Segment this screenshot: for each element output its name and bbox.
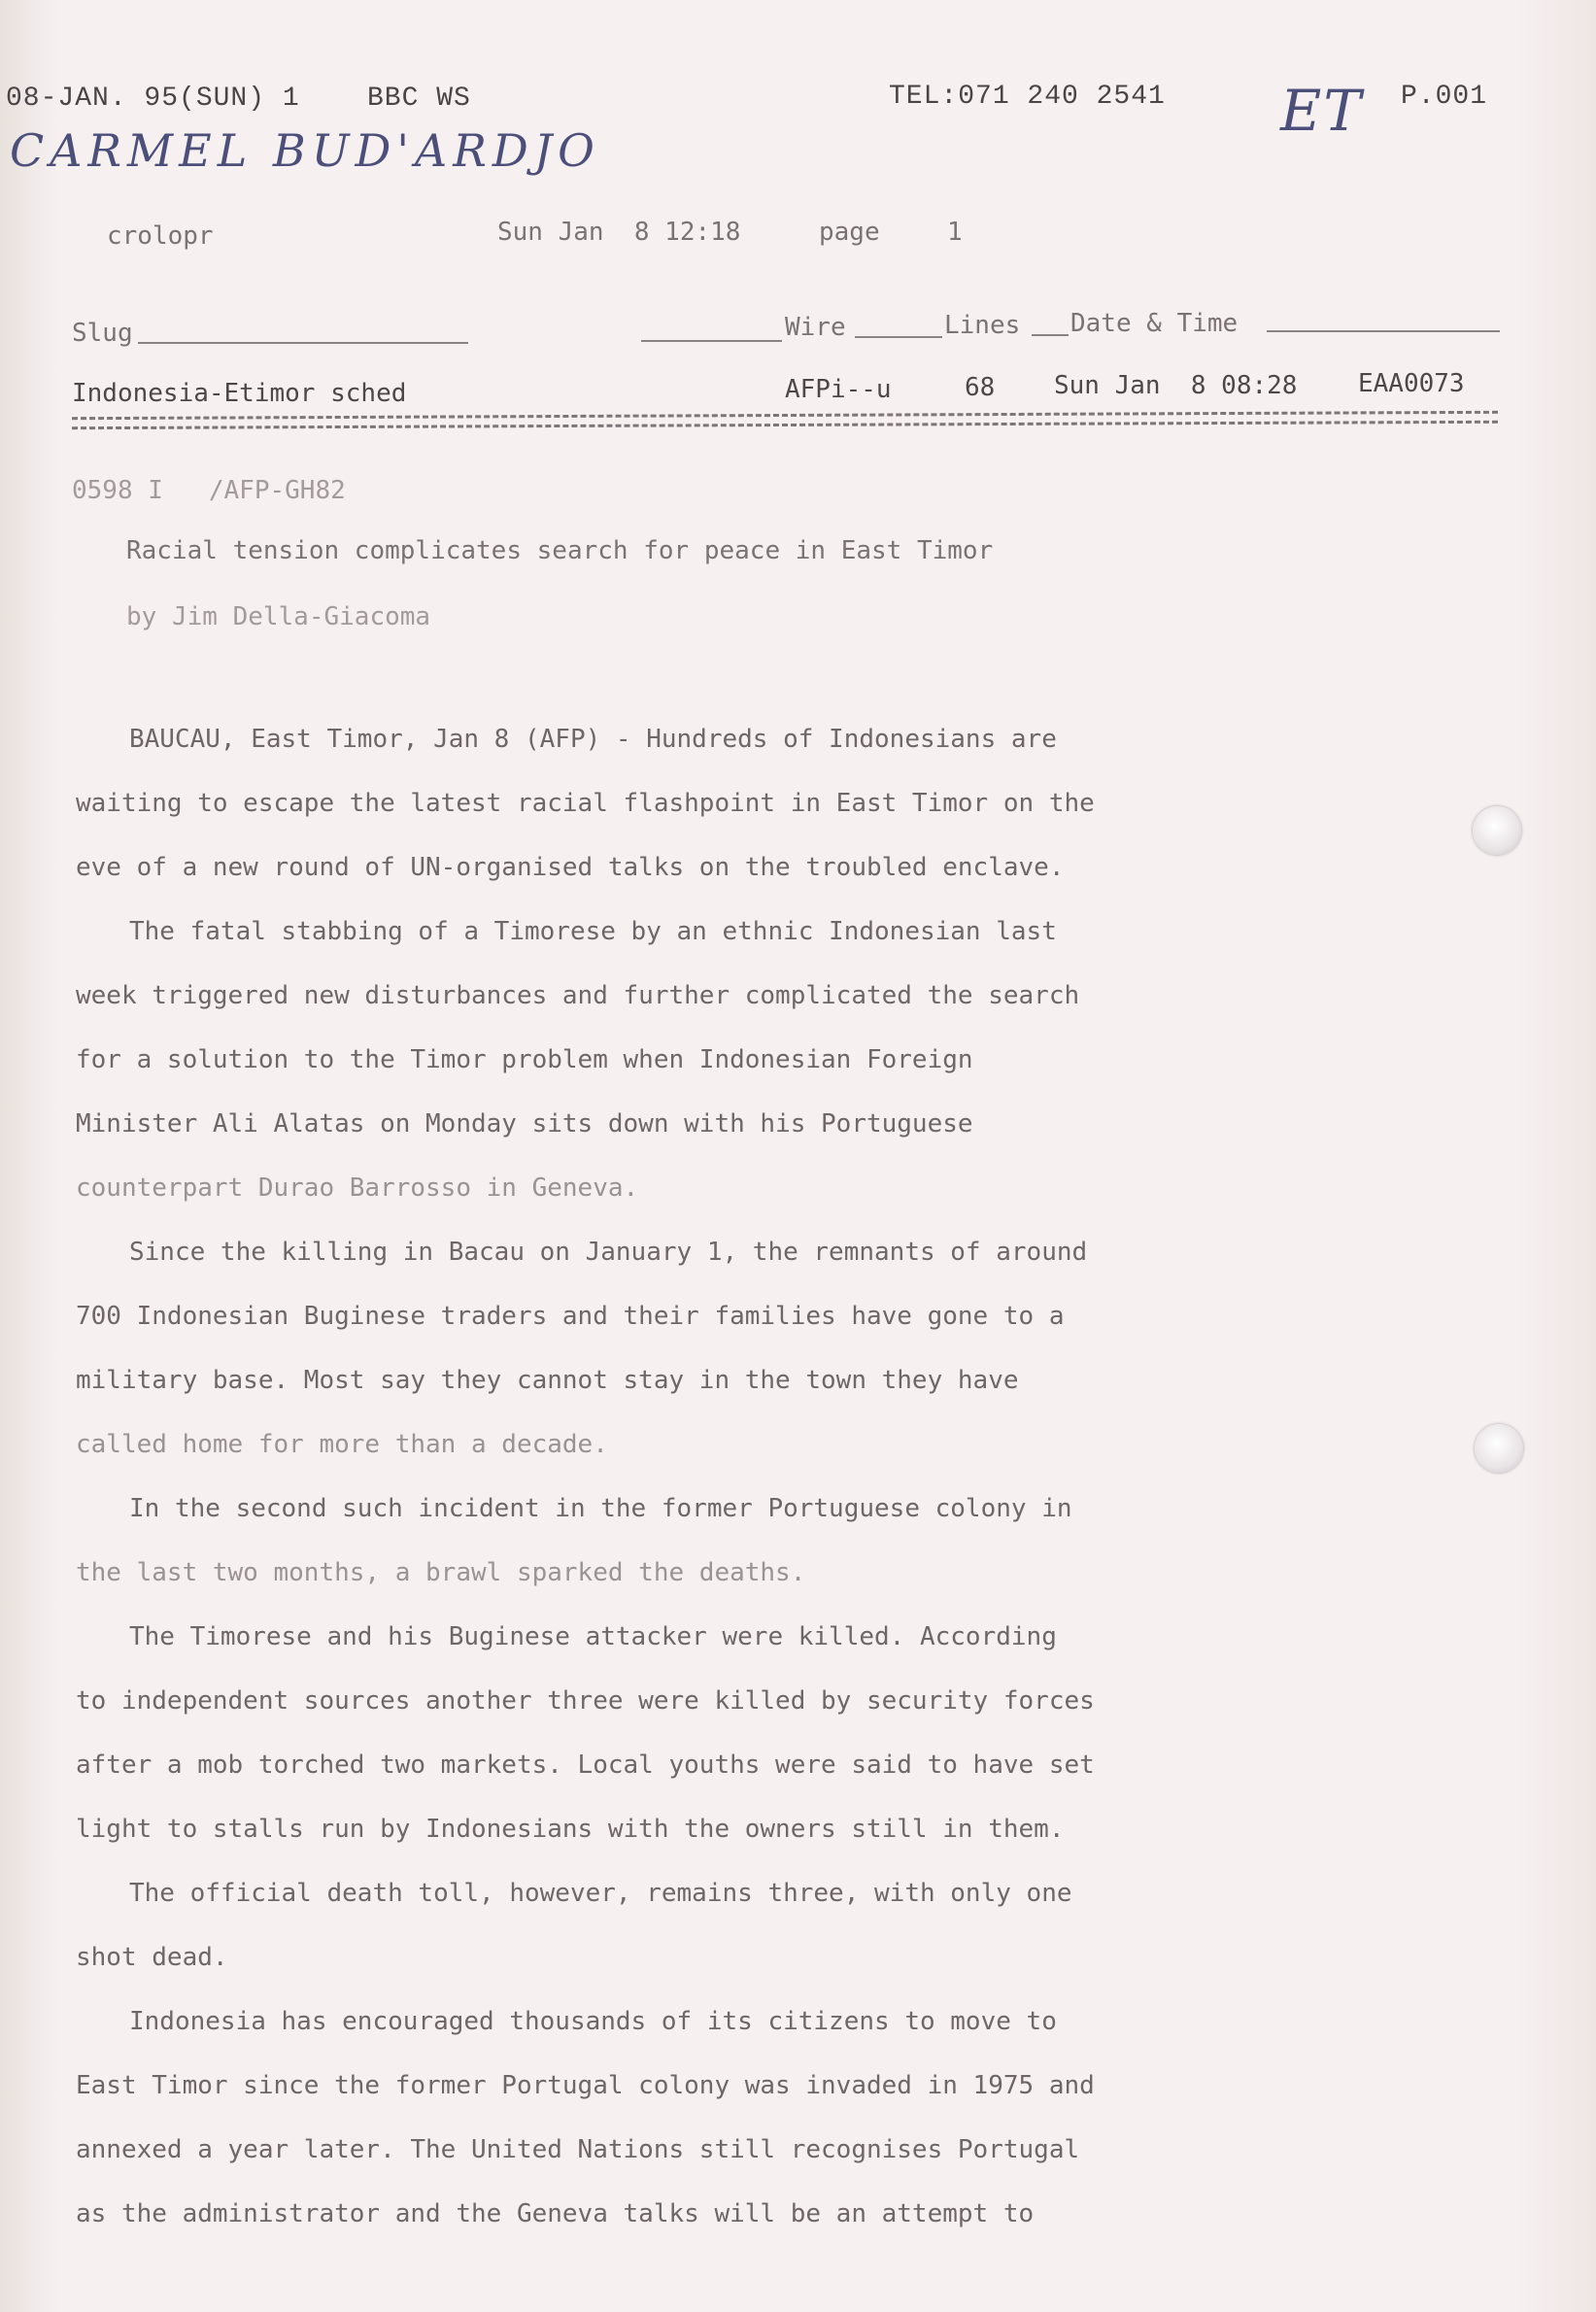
- paragraph-line: The Timorese and his Buginese attacker were killed. According: [129, 1622, 1057, 1651]
- paragraph-line: after a mob torched two markets. Local youths were said to have set: [76, 1751, 1095, 1780]
- column-datetime: Date & Time: [1070, 309, 1239, 338]
- lines-underline: [1032, 334, 1069, 336]
- handwritten-name: CARMEL BUD'ARDJO: [10, 124, 600, 177]
- paragraph-line: Minister Ali Alatas on Monday sits down with his Portuguese: [76, 1109, 973, 1139]
- paragraph-line: for a solution to the Timor problem when Indonesian Foreign: [76, 1045, 973, 1074]
- fax-header-tel: TEL:071 240 2541: [889, 82, 1166, 112]
- paragraph-line: counterpart Durao Barrosso in Geneva.: [76, 1173, 639, 1203]
- slug-underline: [138, 342, 468, 344]
- paragraph-line: BAUCAU, East Timor, Jan 8 (AFP) - Hundreds of Indonesians are: [129, 725, 1057, 754]
- punch-hole-top: [1473, 806, 1521, 855]
- story-paragraph-6: [76, 1861, 1290, 1989]
- separator-dashed-bottom: [72, 421, 1498, 429]
- paragraph-line: shot dead.: [76, 1943, 228, 1972]
- handwritten-code: ET: [1280, 78, 1364, 144]
- story-headline: Racial tension complicates search for peace in East Timor: [126, 536, 994, 565]
- print-page-value: 1: [947, 218, 963, 247]
- record-wire: AFPi--u: [785, 375, 892, 404]
- wire-underline: [855, 336, 942, 338]
- record-lines: 68: [965, 373, 996, 402]
- paragraph-line: In the second such incident in the former Portuguese colony in: [129, 1494, 1072, 1523]
- paragraph-line: waiting to escape the latest racial flashpoint in East Timor on the: [76, 789, 1095, 818]
- paragraph-line: the last two months, a brawl sparked the deaths.: [76, 1558, 806, 1587]
- paragraph-line: called home for more than a decade.: [76, 1430, 608, 1459]
- print-datetime: Sun Jan 8 12:18: [497, 218, 741, 247]
- column-slug: Slug: [72, 319, 133, 348]
- column-wire: Wire: [785, 313, 846, 342]
- paragraph-line: as the administrator and the Geneva talks will be an attempt to: [76, 2199, 1035, 2228]
- punch-hole-bottom: [1475, 1424, 1523, 1473]
- story-paragraph-1: [76, 707, 1290, 900]
- paragraph-line: to independent sources another three were killed by security forces: [76, 1686, 1095, 1716]
- record-slug: Indonesia-Etimor sched: [72, 379, 407, 408]
- story-paragraph-2: [76, 900, 1290, 1220]
- story-byline: by Jim Della-Giacoma: [126, 602, 431, 631]
- story-paragraph-5: [76, 1605, 1290, 1861]
- record-id: EAA0073: [1358, 369, 1465, 398]
- story-code: 0598 I /AFP-GH82: [72, 476, 346, 505]
- column-lines: Lines: [944, 311, 1021, 340]
- paragraph-line: 700 Indonesian Buginese traders and their families have gone to a: [76, 1302, 1065, 1331]
- fax-header-page: P.001: [1401, 82, 1488, 112]
- record-datetime: Sun Jan 8 08:28: [1054, 371, 1298, 400]
- paragraph-line: military base. Most say they cannot stay in the town they have: [76, 1366, 1019, 1395]
- fax-header-station: BBC WS: [367, 84, 471, 114]
- paragraph-line: The official death toll, however, remains three, with only one: [129, 1879, 1072, 1908]
- paragraph-line: Since the killing in Bacau on January 1, the remnants of around: [129, 1238, 1088, 1267]
- paragraph-line: eve of a new round of UN-organised talks on the troubled enclave.: [76, 853, 1065, 882]
- print-user: crolopr: [107, 221, 214, 251]
- paragraph-line: Indonesia has encouraged thousands of its citizens to move to: [129, 2007, 1057, 2036]
- paragraph-line: week triggered new disturbances and further complicated the search: [76, 981, 1080, 1010]
- story-paragraph-4: [76, 1477, 1290, 1605]
- paragraph-line: light to stalls run by Indonesians with the owners still in them.: [76, 1815, 1065, 1844]
- separator-dashed-top: [72, 411, 1498, 420]
- paragraph-line: The fatal stabbing of a Timorese by an ethnic Indonesian last: [129, 917, 1057, 946]
- fax-header-left: 08-JAN. 95(SUN) 1: [6, 84, 300, 114]
- paragraph-line: annexed a year later. The United Nations still recognises Portugal: [76, 2135, 1080, 2164]
- story-paragraph-7: [76, 1989, 1290, 2246]
- paragraph-line: East Timor since the former Portugal colony was invaded in 1975 and: [76, 2071, 1095, 2100]
- datetime-underline: [1267, 330, 1500, 332]
- slug-underline-2: [641, 340, 782, 342]
- print-page-label: page: [819, 218, 880, 247]
- story-paragraph-3: [76, 1220, 1290, 1477]
